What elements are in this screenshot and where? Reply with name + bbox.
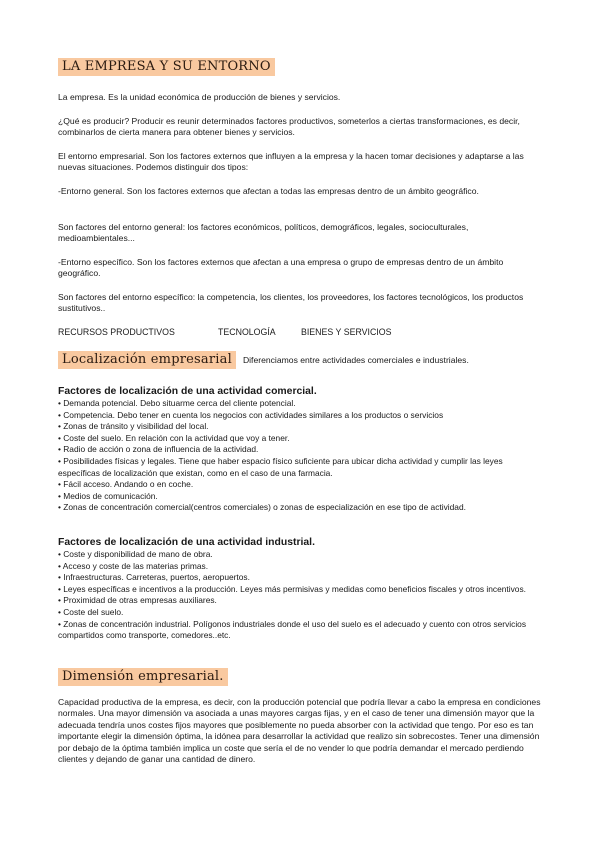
list-item: • Medios de comunicación. [58,490,158,501]
paragraph-entorno-general: -Entorno general. Son los factores externos que afectan a todas las empresas dentro de un ámbito geográfico. [58,186,479,196]
heading-localizacion: Localización empresarial [58,351,236,369]
list-item: • Zonas de concentración industrial. Polígonos industriales donde el uso del suelo es el adecuado y cuento con otros servicios compartidos como transporte, comedores..etc. [58,618,527,641]
paragraph-entorno-especifico-factores: Son factores del entorno específico: la competencia, los clientes, los proveedores, los factores tecnológicos, los productos sustitutivos.. [58,292,524,314]
paragraph-entorno: El entorno empresarial. Son los factores externos que influyen a la empresa y la hacen tomar decisiones y adaptarse a las nuevas situaciones. Podemos distinguir dos tipos: [58,151,524,173]
list-item: • Competencia. Debo tener en cuenta los negocios con actividades similares a los productos o servicios [58,409,444,420]
list-item: • Coste y disponibilidad de mano de obra. [58,549,213,559]
list-item: • Coste del suelo. [58,606,124,617]
list-item: • Zonas de concentración comercial(centros comerciales) o zonas de especialización en ese tipo de actividad. [58,502,466,513]
list-item: • Radio de acción o zona de influencia de la actividad. [58,444,259,455]
paragraph-entorno-general-factores: Son factores del entorno general: los factores económicos, políticos, demográficos, legales, socioculturales, medioambientales... [58,222,469,244]
list-item: • Posibilidades físicas y legales. Tiene que haber espacio físico suficiente para ubicar dicha actividad y cumplir las leyes específicas de localización que existan, como en el caso de una farmacia. [58,455,503,478]
paragraph-dimension: Capacidad productiva de la empresa, es decir, con la producción potencial que podría llevar a cabo la empresa en condiciones normales. Una mayor dimensión va asociada a unas mayores cargas fijas, y en el caso de tener una dimensión mayor que la adecuada tendría unos costes fijos mayores que posiblemente no pueda absorber con la actividad que tengo. Por eso es tan importante elegir la dimensión óptima, la idónea para desarrollar la actividad que realizo sin sobrecostes. Tener una dimensión por debajo de la óptima también implica un coste que sería el de no vender lo que podría demandar el mercado perdiendo clientes y dejando de ganar una cantidad de dinero. [58,697,541,765]
heading-dimension: Dimensión empresarial. [58,668,228,686]
list-item: • Fácil acceso. Andando o en coche. [58,479,194,490]
paragraph-producir: ¿Qué es producir? Producir es reunir determinados factores productivos, someterlos a ciertas transformaciones, es decir, combinarlos de cierta manera para obtener bienes y servicios. [58,116,520,138]
list-item: • Proximidad de otras empresas auxiliares. [58,595,217,606]
list-item: • Acceso y coste de las materias primas. [58,560,209,571]
section-heading-dimension [58,667,228,686]
comercial-title: Factores de localización de una actividad comercial. [58,386,317,397]
resource-bienes: BIENES Y SERVICIOS [301,327,392,337]
paragraph-entorno-especifico: -Entorno específico. Son los factores externos que afectan a una empresa o grupo de empresas dentro de un ámbito geográfico. [58,257,504,279]
resource-recursos: RECURSOS PRODUCTIVOS [58,327,175,337]
resources-row [58,327,391,337]
comercial-section [58,386,528,514]
section-heading-empresa [58,57,275,76]
list-item: • Demanda potencial. Debo situarme cerca del cliente potencial. [58,398,296,408]
list-item: • Leyes específicas e incentivos a la producción. Leyes más permisivas y medidas como beneficios fiscales y otros incentivos. [58,583,526,594]
heading-empresa-entorno: LA EMPRESA Y SU ENTORNO [58,58,275,76]
paragraph-empresa: La empresa. Es la unidad económica de producción de bienes y servicios. [58,92,341,102]
industrial-section [58,537,528,642]
list-item: • Coste del suelo. En relación con la actividad que voy a tener. [58,432,290,443]
industrial-title: Factores de localización de una actividad industrial. [58,537,315,548]
resource-tecnologia: TECNOLOGÍA [218,327,276,337]
list-item: • Infraestructuras. Carreteras, puertos, aeropuertos. [58,572,250,583]
section-heading-localizacion [58,351,469,369]
heading-localizacion-note: Diferenciamos entre actividades comerciales e industriales. [242,355,469,366]
list-item: • Zonas de tránsito y visibilidad del local. [58,421,209,432]
